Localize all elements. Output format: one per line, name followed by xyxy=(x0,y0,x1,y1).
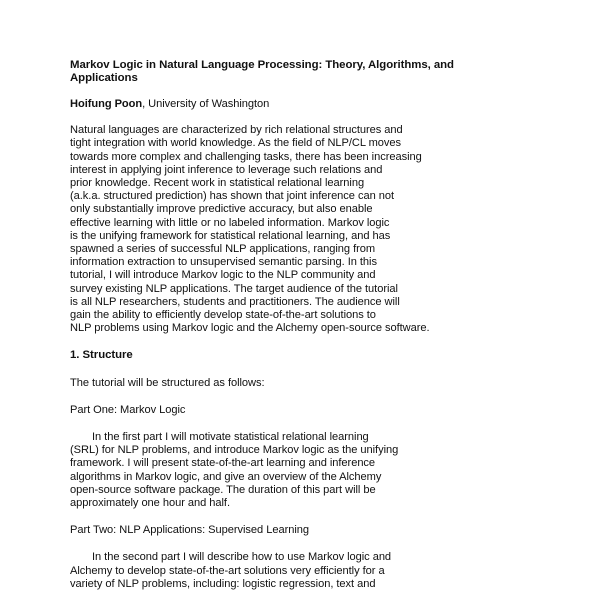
abstract-line: gain the ability to efficiently develop state-of-the-art solutions to xyxy=(70,309,376,322)
part-one-line: approximately one hour and half. xyxy=(70,497,230,510)
abstract-line: interest in applying joint inference to leverage such relations and xyxy=(70,163,383,176)
part-one-line: In the first part I will motivate statistical relational learning xyxy=(92,431,369,444)
abstract-line: effective learning with little or no labeled information. Markov logic xyxy=(70,216,390,229)
document-page xyxy=(70,59,590,605)
title-line: Applications xyxy=(70,72,138,84)
part-one-line: algorithms in Markov logic, and give an overview of the Alchemy xyxy=(70,470,382,483)
part-two-line: variety of NLP problems, including: logistic regression, text and xyxy=(70,577,376,590)
abstract-paragraph xyxy=(70,124,590,335)
abstract-line: spawned a series of successful NLP applications, ranging from xyxy=(70,243,376,256)
part-two-heading: Part Two: NLP Applications: Supervised Learning xyxy=(70,524,309,537)
section-heading: 1. Structure xyxy=(70,349,133,362)
abstract-line: Natural languages are characterized by rich relational structures and xyxy=(70,124,403,137)
abstract-line: prior knowledge. Recent work in statistical relational learning xyxy=(70,177,365,190)
part-one-line: (SRL) for NLP problems, and introduce Markov logic as the unifying xyxy=(70,444,399,457)
part-two-line: In the second part I will describe how to use Markov logic and xyxy=(92,551,392,564)
part-one-heading: Part One: Markov Logic xyxy=(70,403,186,416)
author-affiliation: , University of Washington xyxy=(142,98,270,110)
abstract-line: only substantially improve predictive accuracy, but also enable xyxy=(70,203,373,216)
author-line xyxy=(70,98,590,111)
abstract-line: is the unifying framework for statistical relational learning, and has xyxy=(70,229,391,242)
abstract-line: survey existing NLP applications. The target audience of the tutorial xyxy=(70,282,398,295)
part-one-line: framework. I will present state-of-the-art learning and inference xyxy=(70,457,376,470)
abstract-line: information extraction to unsupervised semantic parsing. In this xyxy=(70,256,377,269)
part-two-paragraph xyxy=(70,551,590,591)
part-two-line: Alchemy to develop state-of-the-art solutions very efficiently for a xyxy=(70,564,385,577)
abstract-line: tight integration with world knowledge. As the field of NLP/CL moves xyxy=(70,137,402,150)
abstract-line: NLP problems using Markov logic and the Alchemy open-source software. xyxy=(70,322,430,335)
abstract-line: is all NLP researchers, students and practitioners. The audience will xyxy=(70,295,400,308)
part-one-paragraph xyxy=(70,431,590,510)
title-line: Markov Logic in Natural Language Processing: Theory, Algorithms, and xyxy=(70,59,454,71)
abstract-line: towards more complex and challenging tasks, there has been increasing xyxy=(70,150,422,163)
part-one-line: open-source software package. The duration of this part will be xyxy=(70,483,376,496)
abstract-line: (a.k.a. structured prediction) has shown that joint inference can not xyxy=(70,190,394,203)
abstract-line: tutorial, I will introduce Markov logic to the NLP community and xyxy=(70,269,376,282)
paper-title xyxy=(70,59,590,85)
structure-intro: The tutorial will be structured as follows: xyxy=(70,376,265,389)
author-name: Hoifung Poon xyxy=(70,98,143,110)
